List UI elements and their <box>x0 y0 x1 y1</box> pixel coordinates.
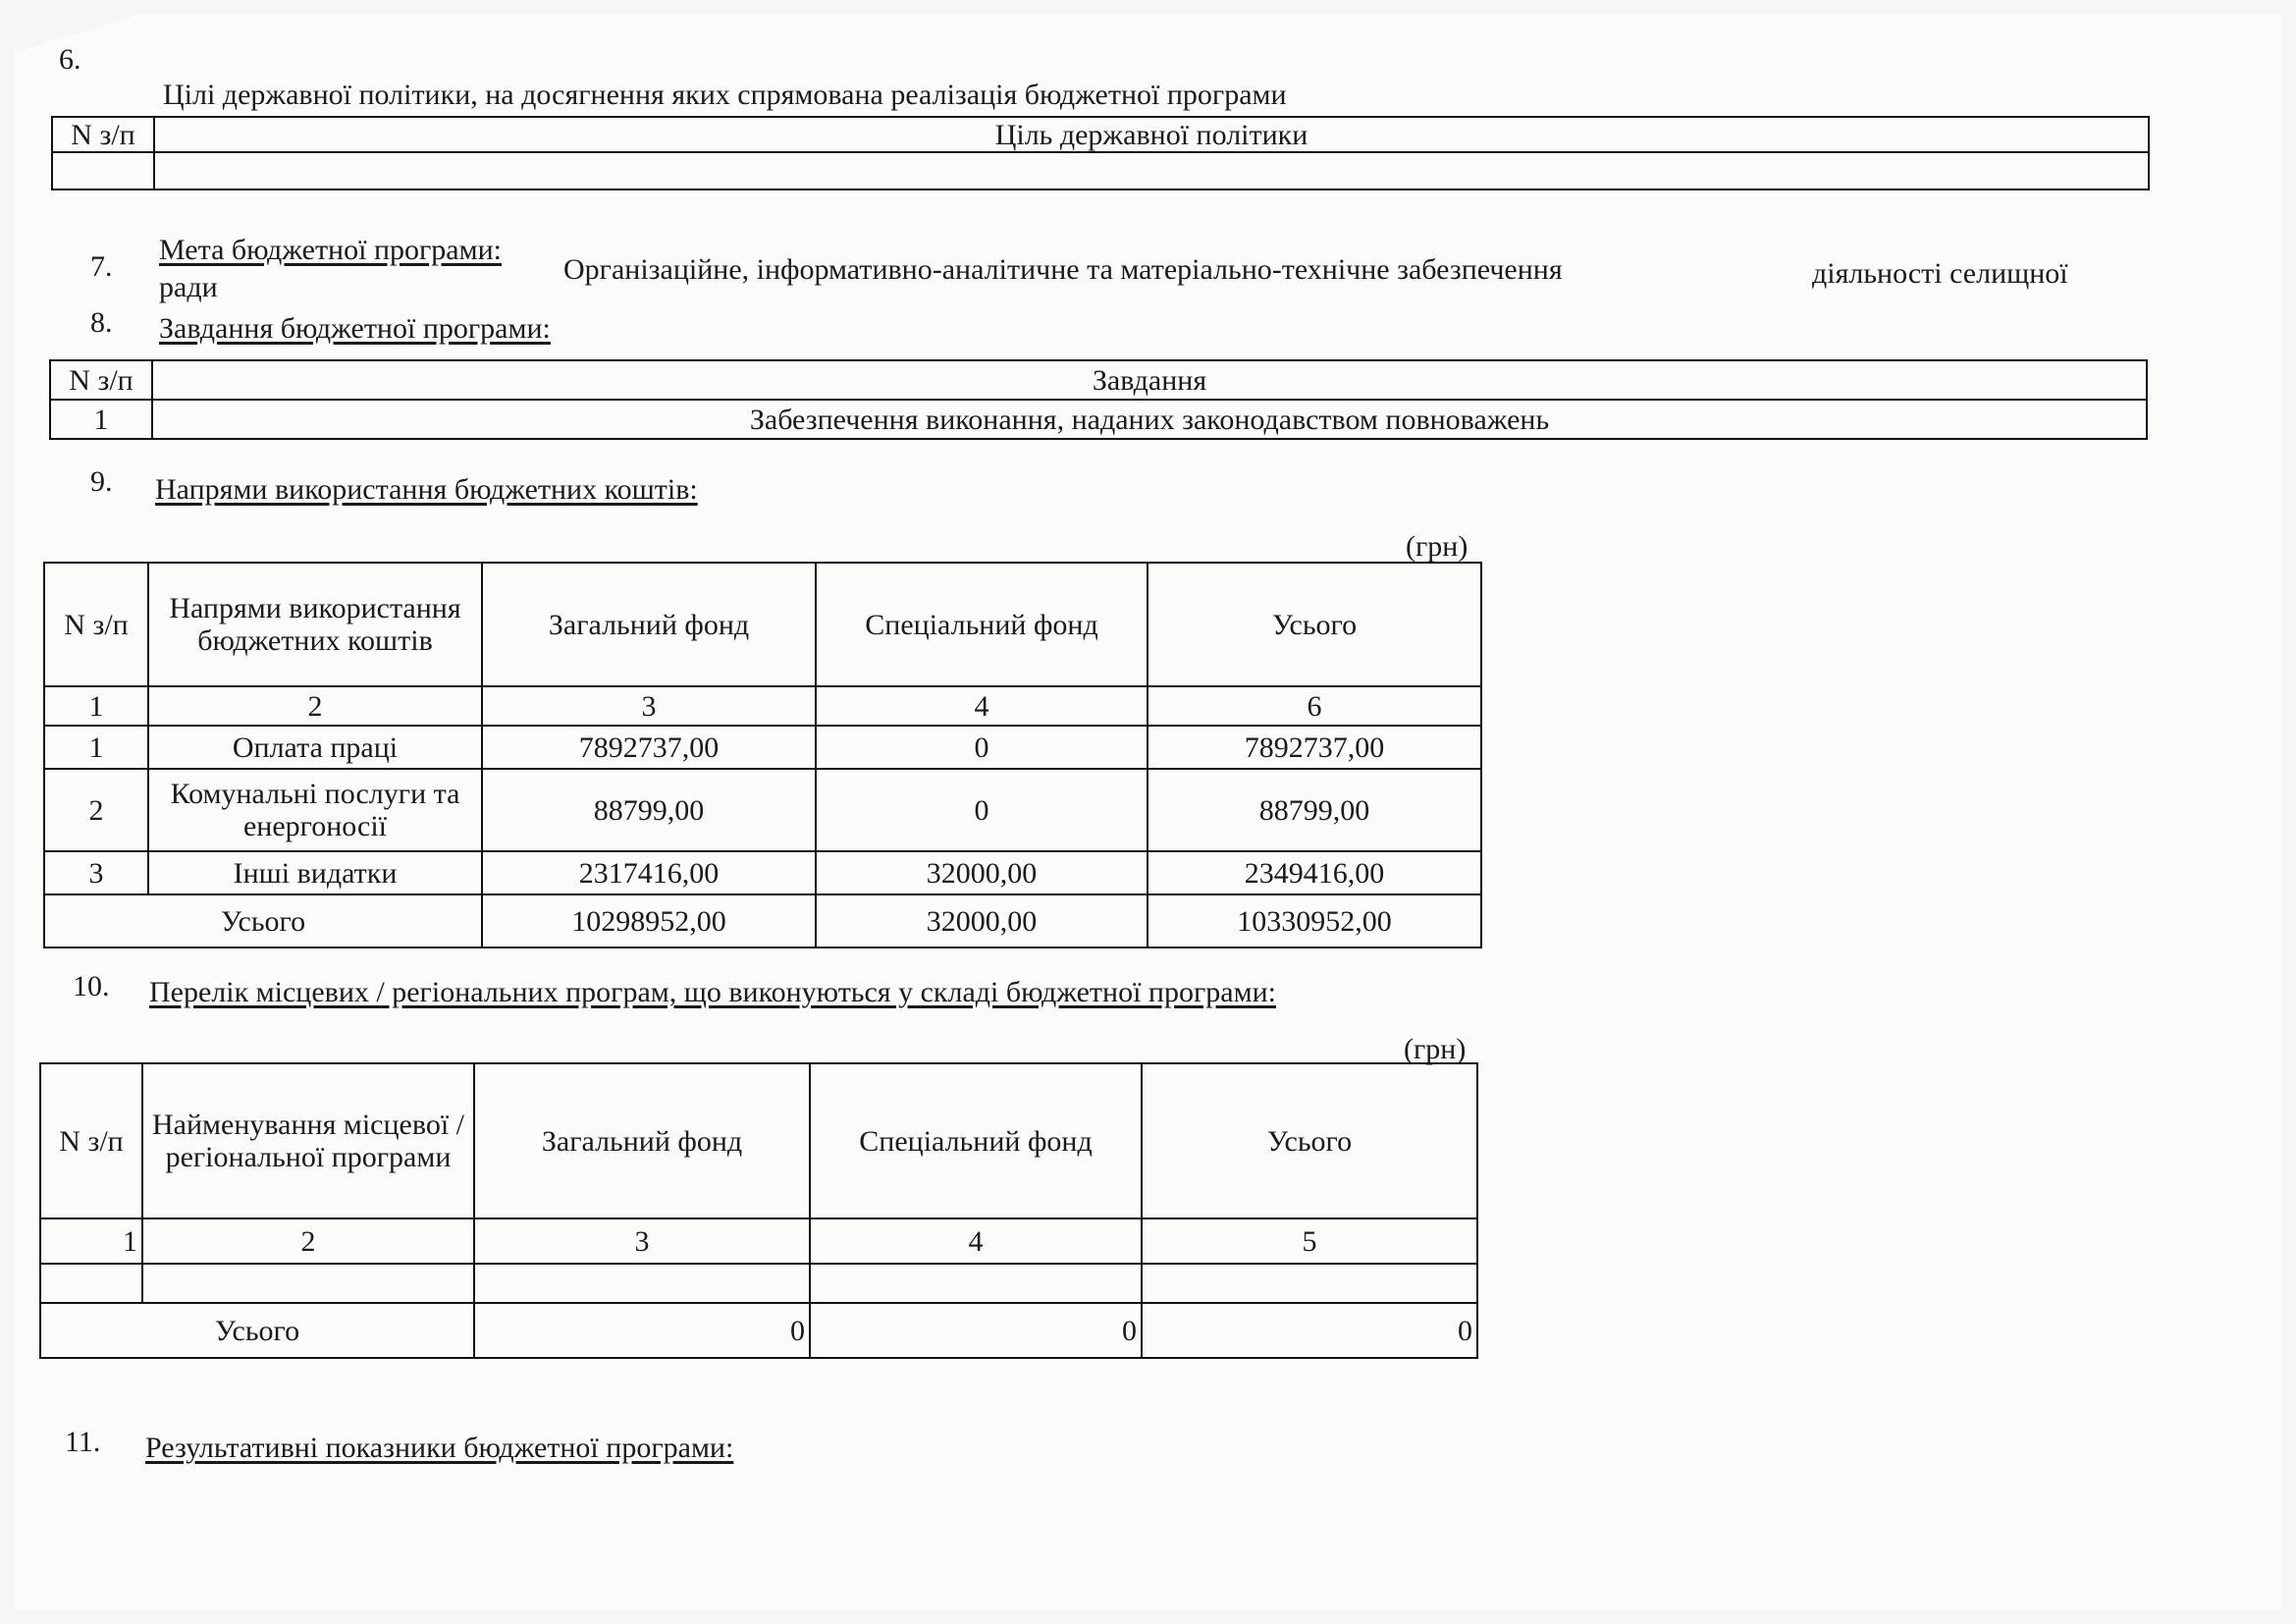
programs-header-general: Загальний фонд <box>474 1063 810 1218</box>
directions-row-total: 88799,00 <box>1148 769 1481 851</box>
programs-empty-cell <box>474 1264 810 1303</box>
directions-colnum: 3 <box>482 686 816 726</box>
section-9-unit: (грн) <box>1406 530 1468 563</box>
directions-row-number: 3 <box>44 851 148 894</box>
programs-empty-cell <box>810 1264 1142 1303</box>
directions-row-special: 0 <box>816 726 1148 769</box>
budget-directions-table <box>43 562 1482 948</box>
directions-row-general: 7892737,00 <box>482 726 816 769</box>
directions-total-total: 10330952,00 <box>1148 894 1481 947</box>
section-9-title: Напрями використання бюджетних коштів: <box>155 473 698 506</box>
tasks-header-task: Завдання <box>152 360 2147 400</box>
section-6-number: 6. <box>59 43 81 76</box>
directions-header-total: Усього <box>1148 563 1481 686</box>
programs-empty-cell <box>40 1264 142 1303</box>
section-7-text: Організаційне, інформативно-аналітичне та матеріально-технічне забезпечення <box>563 253 1563 286</box>
directions-total-general: 10298952,00 <box>482 894 816 947</box>
goals-header-number: N з/п <box>52 117 154 152</box>
programs-header-number: N з/п <box>40 1063 142 1218</box>
section-10-number: 10. <box>73 970 110 1002</box>
directions-colnum: 2 <box>148 686 482 726</box>
directions-row-number: 1 <box>44 726 148 769</box>
programs-colnum: 3 <box>474 1218 810 1264</box>
directions-header-general: Загальний фонд <box>482 563 816 686</box>
directions-row-special: 32000,00 <box>816 851 1148 894</box>
directions-header-special: Спеціальний фонд <box>816 563 1148 686</box>
directions-row-special: 0 <box>816 769 1148 851</box>
section-7-label: Мета бюджетної програми: <box>159 234 502 266</box>
section-8-number: 8. <box>90 306 113 339</box>
directions-colnum: 1 <box>44 686 148 726</box>
section-7-text-cont: ради <box>159 271 218 303</box>
programs-colnum: 5 <box>1142 1218 1477 1264</box>
programs-total-total: 0 <box>1142 1303 1477 1358</box>
programs-header-special: Спеціальний фонд <box>810 1063 1142 1218</box>
tasks-row-number: 1 <box>50 400 152 439</box>
directions-row-name: Комунальні послуги та енергоносії <box>148 769 482 851</box>
directions-total-label: Усього <box>44 894 482 947</box>
directions-colnum: 4 <box>816 686 1148 726</box>
section-10-title: Перелік місцевих / регіональних програм, що виконуються у складі бюджетної програми: <box>149 976 1276 1008</box>
goals-table <box>51 116 2150 190</box>
programs-empty-cell <box>142 1264 474 1303</box>
directions-row-name: Інші видатки <box>148 851 482 894</box>
programs-colnum: 1 <box>40 1218 142 1264</box>
programs-empty-cell <box>1142 1264 1477 1303</box>
section-10-unit: (грн) <box>1404 1033 1467 1065</box>
goals-empty-cell <box>52 152 154 189</box>
programs-header-total: Усього <box>1142 1063 1477 1218</box>
directions-header-name: Напрями використання бюджетних коштів <box>148 563 482 686</box>
section-8-title: Завдання бюджетної програми: <box>159 312 551 345</box>
goals-header-goal: Ціль державної політики <box>154 117 2149 152</box>
programs-total-label: Усього <box>40 1303 474 1358</box>
directions-row-general: 88799,00 <box>482 769 816 851</box>
directions-colnum: 6 <box>1148 686 1481 726</box>
tasks-header-number: N з/п <box>50 360 152 400</box>
directions-row-name: Оплата праці <box>148 726 482 769</box>
section-7-number: 7. <box>90 250 113 283</box>
section-11-title: Результативні показники бюджетної програми: <box>145 1432 734 1464</box>
tasks-table <box>49 359 2148 440</box>
programs-colnum: 4 <box>810 1218 1142 1264</box>
programs-header-name: Найменування місцевої / регіональної програми <box>142 1063 474 1218</box>
local-programs-table <box>39 1062 1478 1359</box>
section-7-text-right: діяльності селищної <box>1812 257 2068 290</box>
section-9-number: 9. <box>90 465 113 498</box>
directions-row-number: 2 <box>44 769 148 851</box>
tasks-row-text: Забезпечення виконання, наданих законодавством повноважень <box>152 400 2147 439</box>
programs-total-general: 0 <box>474 1303 810 1358</box>
programs-colnum: 2 <box>142 1218 474 1264</box>
directions-row-total: 2349416,00 <box>1148 851 1481 894</box>
directions-total-special: 32000,00 <box>816 894 1148 947</box>
goals-empty-cell <box>154 152 2149 189</box>
directions-row-total: 7892737,00 <box>1148 726 1481 769</box>
directions-row-general: 2317416,00 <box>482 851 816 894</box>
directions-header-number: N з/п <box>44 563 148 686</box>
section-6-title: Цілі державної політики, на досягнення яких спрямована реалізація бюджетної програми <box>163 79 1287 111</box>
programs-total-special: 0 <box>810 1303 1142 1358</box>
section-11-number: 11. <box>65 1426 101 1458</box>
